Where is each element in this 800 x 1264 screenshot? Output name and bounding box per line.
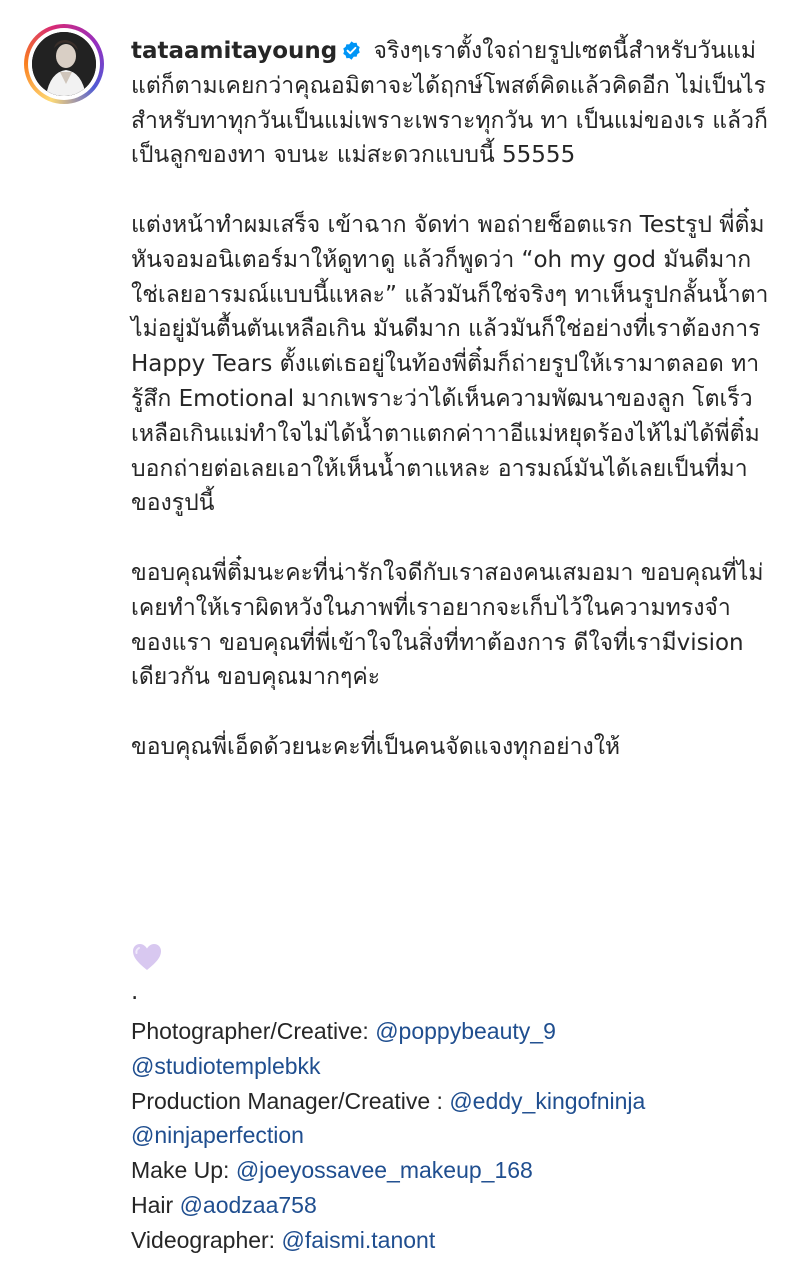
credit-line-photographer [131,1014,771,1049]
credit-line-videographer [131,1223,771,1258]
mention-link[interactable]: @ninjaperfection [131,1122,304,1149]
credit-line-ninja [131,1118,771,1153]
caption-intro-text: จริงๆเราตั้งใจถ่ายรูปเซตนี้สำหรับวันแม่แต่ก็ตามเคยกว่าคุณอมิตาจะได้ฤกษ์โพสต์คิดแล้วคิดอีก ไม่เป็นไรสำหรับทาทุกวันเป็นแม่เพราะเพราะทุกวัน ทา เป็นแม่ของเร แล้วก็เป็นลูกของทา จบนะ แม่สะดวกแบบนี้ 55555 [131,38,768,169]
mention-link[interactable]: @joeyossavee_makeup_168 [235,1157,533,1184]
avatar[interactable] [32,32,96,96]
mention-link[interactable]: @aodzaa758 [179,1191,317,1218]
mention-link[interactable]: @eddy_kingofninja [449,1087,646,1114]
credit-label: Make Up: [131,1157,236,1184]
mention-link[interactable]: @faismi.tanont [281,1226,436,1253]
caption-paragraph: ขอบคุณพี่ติ๋มนะคะที่น่ารักใจดีกับเราสองคนเสมอมา ขอบคุณที่ไม่เคยทำให้เราผิดหวังในภาพที่เราอยากจะเก็บไว้ในความทรงจำของแรา ขอบคุณที่พี่เข้าใจในสิ่งที่ทาต้องการ ดีใจที่เรามีvision เดียวกัน ขอบคุณมากๆค่ะ [131,559,764,691]
username-link[interactable]: tataamitayoung [131,38,338,64]
avatar-border [28,28,100,100]
credit-label: Photographer/Creative: [131,1018,376,1044]
caption-paragraph: ขอบคุณพี่เอ็ดด้วยนะคะที่เป็นคนจัดแจงทุกอย่างให้ [131,733,621,760]
verified-badge-icon [341,37,362,58]
caption-paragraph: แต่งหน้าทำผมเสร็จ เข้าฉาก จัดท่า พอถ่ายช็อตแรก Testรูป พี่ติ๋มหันจอมอนิเตอร์มาให้ดูทาดู แล้วก็พูดว่า “oh my god มันดีมาก ใช่เลยอารมณ์แบบนี้แหละ” แล้วมันก็ใช่จริงๆ ทาเห็นรูปกลั้นน้ำตาไม่อยู่มันตื้นตันเหลือเกิน มันดีมาก แล้วมันก็ใช่อย่างที่เราต้องการ Happy Tears ตั้งแต่เธอยู่ในท้องพี่ติ๋มก็ถ่ายรูปให้เรามาตลอด ทารู้สึก Emotional มากเพราะว่าได้เห็นความพัฒนาของลูก โตเร็วเหลือเกินแม่ทำใจไม่ได้น้ำตาแตกค่าาาอีแม่หยุดร้องไห้ไม่ได้พี่ติ๋มบอกถ่ายต่อเลยเอาให้เห็นน้ำตาแหละ อารมณ์มันได้เลยเป็นที่มาของรูปนี้ [131,211,769,517]
credit-line-makeup [131,1153,771,1188]
post-caption [131,34,771,765]
credit-label: Production Manager/Creative : [131,1087,450,1114]
mention-link[interactable]: @poppybeauty_9 [375,1018,556,1044]
credit-line-production-manager [131,1084,771,1119]
credits-list [131,1014,771,1258]
mention-link[interactable]: @studiotemplebkk [131,1052,321,1079]
purple-heart-emoji-icon [131,942,171,974]
credit-label: Videographer: [131,1226,282,1253]
credit-label: Hair [131,1191,180,1218]
credit-line-hair [131,1188,771,1223]
separator-dot: . [131,979,139,1005]
credit-line-studio [131,1049,771,1084]
story-ring[interactable] [24,24,104,104]
